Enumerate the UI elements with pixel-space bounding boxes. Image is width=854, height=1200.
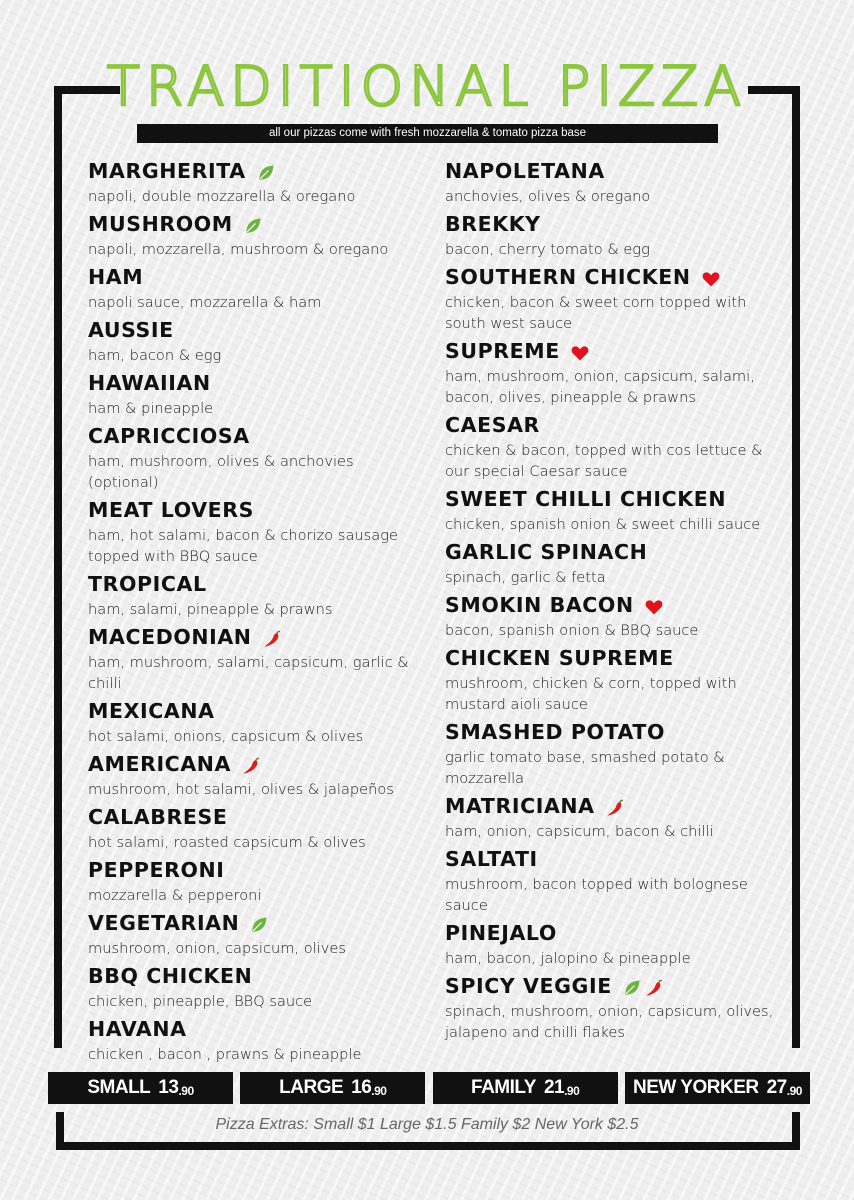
menu-item (445, 156, 785, 207)
menu-item (88, 569, 418, 620)
menu-item-name: SPICY VEGGIE (445, 974, 612, 998)
menu-item-name: CAPRICCIOSA (88, 424, 250, 448)
vegetarian-leaf-icon (256, 161, 276, 181)
menu-item-description: garlic tomato base, smashed potato & mozzarella (445, 749, 725, 787)
vegetarian-leaf-icon (622, 976, 642, 996)
price-family (433, 1072, 618, 1104)
menu-item-header (88, 156, 418, 186)
menu-item-description: spinach, garlic & fetta (445, 569, 606, 586)
menu-item-header (88, 368, 418, 398)
menu-item (445, 537, 785, 588)
menu-item (88, 696, 418, 747)
price-amount: 21 (543, 1077, 565, 1098)
menu-item-header (88, 315, 418, 345)
menu-item (88, 495, 418, 567)
menu-item-name: HAVANA (88, 1017, 187, 1041)
price-cents: .90 (178, 1084, 194, 1098)
price-large (240, 1072, 425, 1104)
menu-item-header (88, 696, 418, 726)
menu-item-header (88, 802, 418, 832)
price-size: LARGE (279, 1077, 344, 1098)
price-amount: 13 (158, 1077, 179, 1098)
menu-item-description: chicken, bacon & sweet corn topped with south west sauce (445, 294, 747, 332)
menu-item-name: SOUTHERN CHICKEN (445, 265, 691, 289)
menu-item-icons (241, 754, 261, 774)
menu-item-header (88, 262, 418, 292)
menu-item (445, 844, 785, 916)
menu-item-header (445, 156, 785, 186)
price-small (48, 1072, 233, 1104)
menu-item-name: HAM (88, 265, 144, 289)
menu-item-name: SUPREME (445, 339, 560, 363)
menu-item-description: ham, onion, capsicum, bacon & chilli (445, 823, 714, 840)
price-cents: .90 (371, 1084, 387, 1098)
menu-item (88, 156, 418, 207)
menu-item-description: ham, mushroom, salami, capsicum, garlic & chilli (88, 654, 409, 692)
menu-item-name: MATRICIANA (445, 794, 595, 818)
menu-item-name: NAPOLETANA (445, 159, 605, 183)
menu-item (88, 209, 418, 260)
menu-item-name: HAWAIIAN (88, 371, 211, 395)
menu-item-name: AMERICANA (88, 752, 232, 776)
heart-icon (701, 267, 721, 287)
price-size: NEW YORKER (633, 1077, 759, 1098)
menu-item-icons (249, 913, 269, 933)
menu-item-name: SWEET CHILLI CHICKEN (445, 487, 727, 511)
menu-item (88, 961, 418, 1012)
menu-item-header (88, 209, 418, 239)
menu-item-description: mushroom, bacon topped with bolognese sauce (445, 876, 748, 914)
menu-item-icons (256, 161, 276, 181)
menu-item-header (88, 622, 418, 652)
menu-item-header (88, 749, 418, 779)
menu-item-icons (570, 341, 590, 361)
menu-item-description: mushroom, chicken & corn, topped with mustard aioli sauce (445, 675, 737, 713)
menu-item (88, 622, 418, 694)
pizza-extras: Pizza Extras: Small $1 Large $1.5 Family $2 New York $2.5 (215, 1116, 639, 1133)
menu-item-header (445, 262, 785, 292)
menu-item-description: hot salami, onions, capsicum & olives (88, 728, 364, 745)
menu-item (88, 315, 418, 366)
menu-item-description: mozzarella & pepperoni (88, 887, 262, 904)
menu-item-header (88, 961, 418, 991)
price-size: SMALL (87, 1077, 151, 1098)
menu-item-description: ham, mushroom, onion, capsicum, salami, bacon, olives, pineapple & prawns (445, 368, 755, 406)
chilli-icon (241, 754, 261, 774)
menu-item-name: BREKKY (445, 212, 541, 236)
menu-item-icons (701, 267, 721, 287)
menu-item-header (445, 484, 785, 514)
menu-item (88, 749, 418, 800)
menu-item-header (445, 918, 785, 948)
menu-item (445, 643, 785, 715)
chilli-icon (262, 627, 282, 647)
menu-item (445, 410, 785, 482)
menu-item-description: anchovies, olives & oregano (445, 188, 651, 205)
menu-item-header (445, 844, 785, 874)
menu-item-description: hot salami, roasted capsicum & olives (88, 834, 366, 851)
menu-item-description: ham, bacon, jalopino & pineapple (445, 950, 691, 967)
price-cents: .90 (564, 1084, 580, 1098)
menu-subtitle: all our pizzas come with fresh mozzarella & tomato pizza base (137, 124, 718, 143)
menu-item-name: MACEDONIAN (88, 625, 252, 649)
vegetarian-leaf-icon (243, 214, 263, 234)
menu-item-header (88, 569, 418, 599)
menu-item (445, 971, 785, 1043)
menu-item-name: SALTATI (445, 847, 538, 871)
menu-item (445, 336, 785, 408)
menu-item-description: bacon, spanish onion & BBQ sauce (445, 622, 699, 639)
heart-icon (570, 341, 590, 361)
menu-item (445, 918, 785, 969)
menu-item-name: MEXICANA (88, 699, 215, 723)
heart-icon (644, 595, 664, 615)
menu-item-header (445, 643, 785, 673)
menu-item-description: chicken, pineapple, BBQ sauce (88, 993, 313, 1010)
menu-item-name: AUSSIE (88, 318, 174, 342)
menu-item-header (445, 410, 785, 440)
menu-item-description: chicken, spanish onion & sweet chilli sauce (445, 516, 761, 533)
menu-item-name: SMASHED POTATO (445, 720, 666, 744)
menu-item-header (445, 791, 785, 821)
menu-item-description: ham & pineapple (88, 400, 214, 417)
menu-item-header (88, 908, 418, 938)
menu-item-name: TROPICAL (88, 572, 207, 596)
menu-item-name: PEPPERONI (88, 858, 225, 882)
menu-item-description: ham, hot salami, bacon & chorizo sausage topped with BBQ sauce (88, 527, 398, 565)
left-menu-column (88, 156, 418, 1067)
menu-item-description: ham, bacon & egg (88, 347, 222, 364)
menu-item (88, 855, 418, 906)
menu-item-description: napoli, mozzarella, mushroom & oregano (88, 241, 389, 258)
menu-item-name: VEGETARIAN (88, 911, 240, 935)
price-cents: .90 (786, 1084, 802, 1098)
menu-item-name: CAESAR (445, 413, 540, 437)
right-menu-column (445, 156, 785, 1045)
menu-item-icons (644, 595, 664, 615)
menu-item-description: spinach, mushroom, onion, capsicum, olives, jalapeno and chilli flakes (445, 1003, 774, 1041)
price-amount: 16 (351, 1077, 372, 1098)
menu-item-header (445, 971, 785, 1001)
menu-item-description: mushroom, hot salami, olives & jalapeños (88, 781, 394, 798)
menu-item-name: MARGHERITA (88, 159, 246, 183)
menu-item-icons (243, 214, 263, 234)
menu-item-icons (262, 627, 282, 647)
menu-item-header (445, 590, 785, 620)
menu-item-header (88, 495, 418, 525)
menu-item (88, 262, 418, 313)
menu-item-icons (605, 796, 625, 816)
menu-item-name: MUSHROOM (88, 212, 233, 236)
menu-item-description: mushroom, onion, capsicum, olives (88, 940, 346, 957)
frame-right (792, 86, 800, 1048)
menu-item (445, 717, 785, 789)
menu-item-description: bacon, cherry tomato & egg (445, 241, 650, 258)
menu-item-name: MEAT LOVERS (88, 498, 255, 522)
chilli-icon (644, 976, 664, 996)
menu-item-description: chicken & bacon, topped with cos lettuce & our special Caesar sauce (445, 442, 763, 480)
menu-item-header (445, 209, 785, 239)
menu-title: TRADITIONAL PIZZA (106, 55, 748, 118)
menu-item-header (88, 855, 418, 885)
menu-item-description: chicken , bacon , prawns & pineapple (88, 1046, 362, 1063)
menu-item-name: PINEJALO (445, 921, 557, 945)
menu-item (445, 262, 785, 334)
menu-item-name: BBQ CHICKEN (88, 964, 253, 988)
menu-item-description: napoli sauce, mozzarella & ham (88, 294, 322, 311)
menu-item-name: SMOKIN BACON (445, 593, 634, 617)
menu-item (88, 908, 418, 959)
price-amount: 27 (766, 1077, 787, 1098)
chilli-icon (605, 796, 625, 816)
menu-item-name: GARLIC SPINACH (445, 540, 648, 564)
vegetarian-leaf-icon (249, 913, 269, 933)
menu-item (88, 368, 418, 419)
menu-item (445, 209, 785, 260)
menu-item-name: CHICKEN SUPREME (445, 646, 674, 670)
menu-item-icons (622, 976, 664, 996)
price-size: FAMILY (471, 1077, 536, 1098)
price-bar (48, 1072, 810, 1104)
menu-item-header (88, 1014, 418, 1044)
menu-item (445, 484, 785, 535)
menu-item (445, 791, 785, 842)
menu-item-header (445, 537, 785, 567)
frame-bottom (56, 1142, 800, 1150)
menu-item-name: CALABRESE (88, 805, 228, 829)
frame-left (54, 86, 62, 1048)
menu-item (88, 802, 418, 853)
menu-item-header (88, 421, 418, 451)
menu-item-header (445, 717, 785, 747)
menu-item (88, 1014, 418, 1065)
menu-item-description: ham, salami, pineapple & prawns (88, 601, 333, 618)
price-new-yorker (625, 1072, 810, 1104)
menu-item-header (445, 336, 785, 366)
menu-item (445, 590, 785, 641)
menu-item (88, 421, 418, 493)
menu-item-description: napoli, double mozzarella & oregano (88, 188, 356, 205)
menu-item-description: ham, mushroom, olives & anchovies (optional) (88, 453, 354, 491)
